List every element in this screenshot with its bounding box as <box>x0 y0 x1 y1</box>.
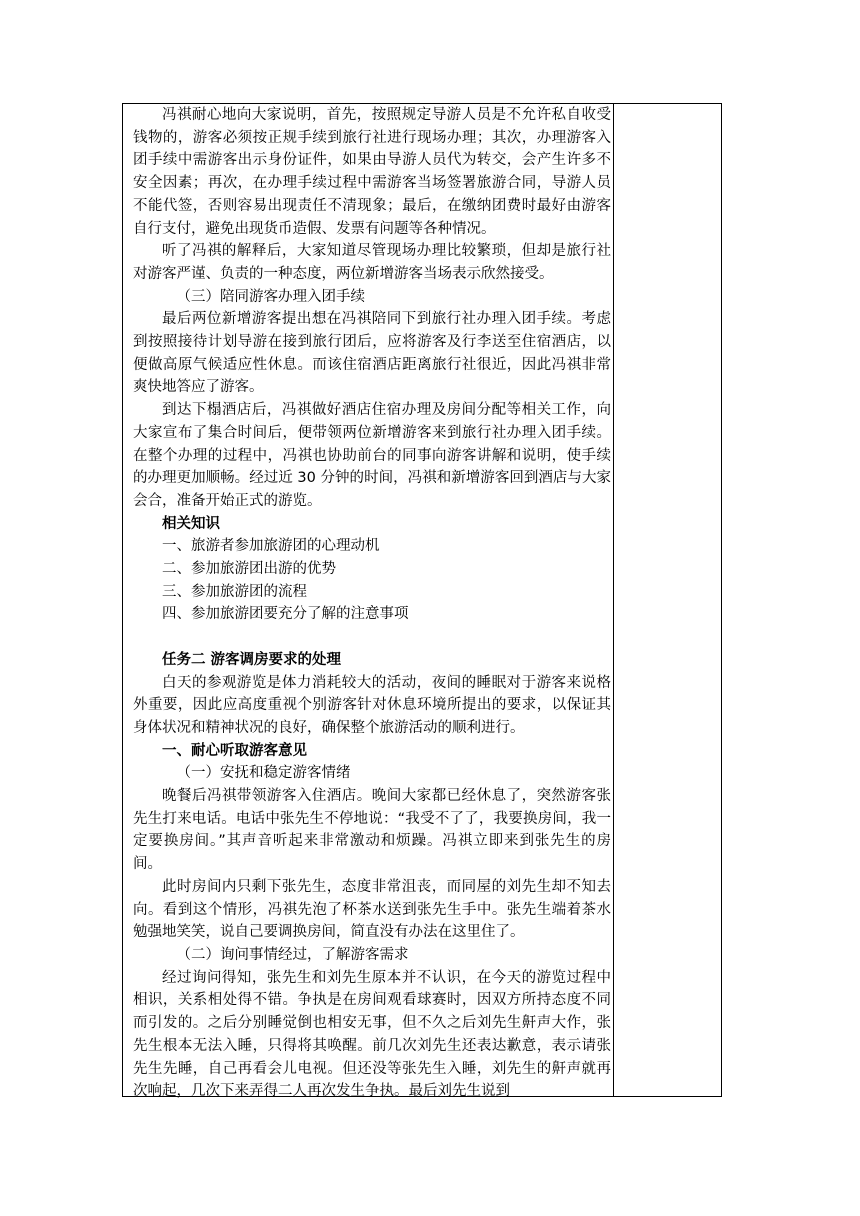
section-heading: 相关知识 <box>162 515 220 532</box>
main-text-cell <box>133 104 611 1103</box>
section-heading: 一、耐心听取游客意见 <box>162 742 307 759</box>
blank-line <box>133 626 611 649</box>
subheading: （三）陪同游客办理入团手续 <box>176 288 365 305</box>
column-divider <box>613 104 614 1096</box>
list-item: 一、旅游者参加旅游团的心理动机 <box>162 538 380 555</box>
subheading: （二）询问事情经过，了解游客需求 <box>176 947 409 963</box>
list-item: 二、参加旅游团出游的优势 <box>162 561 336 578</box>
list-item: 四、参加旅游团要充分了解的注意事项 <box>162 606 409 623</box>
paragraph: 听了冯祺的解释后，大家知道尽管现场办理比较繁琐，但却是旅行社对游客严谨、负责的一种态度，两位新增游客当场表示欣然接受。 <box>133 243 611 282</box>
paragraph: 白天的参观游览是体力消耗较大的活动，夜间的睡眠对于游客来说格外重要，因此应高度重视个别游客针对休息环境所提出的要求，以保证其身体状况和精神状况的良好，确保整个旅游活动的顺利进行。 <box>133 674 611 736</box>
paragraph: 冯祺耐心地向大家说明，首先，按照规定导游人员是不允许私自收受钱物的，游客必须按正规手续到旅行社进行现场办理；其次，办理游客入团手续中需游客出示身份证件，如果由导游人员代为转交，会产生许多不安全因素；再次，在办理手续过程中需游客当场签署旅游合同，导游人员不能代签，否则容易出现责任不清现象；最后，在缴纳团费时最好由游客自行支付，避免出现货币造假、发票有问题等各种情况。 <box>133 107 611 237</box>
paragraph: 到达下榻酒店后，冯祺做好酒店住宿办理及房间分配等相关工作，向大家宣布了集合时间后，便带领两位新增游客来到旅行社办理入团手续。在整个办理的过程中，冯祺也协助前台的同事向游客讲解和说明，使手续的办理更加顺畅。经过近 30 分钟的时间，冯祺和新增游客回到酒店与大家会合，准备开始正式的游览。 <box>133 402 611 509</box>
paragraph: 经过询问得知，张先生和刘先生原本并不认识，在今天的游览过程中相识，关系相处得不错。争执是在房间观看球赛时，因双方所持态度不同而引发的。之后分别睡觉倒也相安无事，但不久之后刘先生鼾声大作，张先生根本无法入睡，只得将其唤醒。前几次刘先生还表达歉意，表示请张先生先睡，自己再看会儿电视。但还没等张先生入睡，刘先生的鼾声就再次响起，几次下来弄得二人再次发生争执。最后刘先生说到 <box>133 969 611 1100</box>
list-item: 三、参加旅游团的流程 <box>162 583 307 600</box>
paragraph: 最后两位新增游客提出想在冯祺陪同下到旅行社办理入团手续。考虑到按照接待计划导游在接到旅行团后，应将游客及行李送至住宿酒店，以便做高原气候适应性休息。而该住宿酒店距离旅行社很近，因此冯祺非常爽快地答应了游客。 <box>133 311 611 396</box>
paragraph: 晚餐后冯祺带领游客入住酒店。晚间大家都已经休息了，突然游客张先生打来电话。电话中张先生不停地说：“我受不了了，我要换房间，我一定要换房间。”其声音听起来非常激动和烦躁。冯祺立即来到张先生的房间。 <box>133 788 611 873</box>
paragraph: 此时房间内只剩下张先生，态度非常沮丧，而同屋的刘先生却不知去向。看到这个情形，冯祺先泡了杯茶水送到张先生手中。张先生端着茶水勉强地笑笑，说自己要调换房间，简直没有办法在这里住了。 <box>133 878 611 941</box>
content-table <box>122 103 722 1100</box>
task-heading: 任务二 游客调房要求的处理 <box>162 651 342 668</box>
subheading: （一）安抚和稳定游客情绪 <box>176 765 351 782</box>
